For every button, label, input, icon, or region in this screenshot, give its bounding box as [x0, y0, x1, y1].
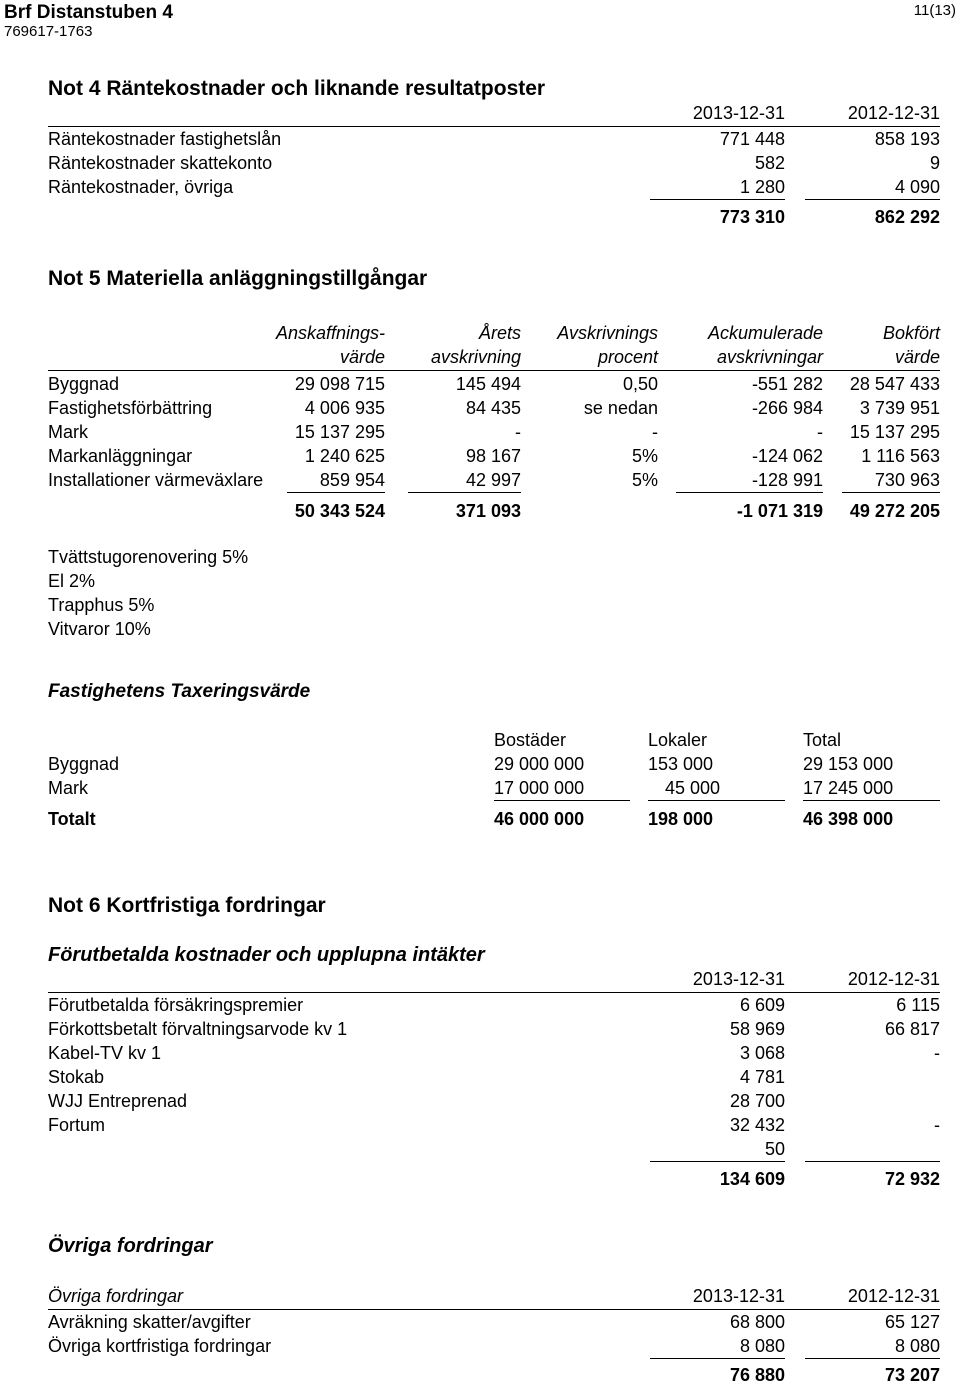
- not5-cell: 98 167: [465, 446, 521, 466]
- not6-sub1-row-current: 32 432: [729, 1115, 785, 1135]
- not6-sub2-row-prior: 8 080: [894, 1336, 940, 1356]
- not5-cell: 730 963: [874, 470, 940, 490]
- not6-sub1-col-current: 2013-12-31: [692, 969, 785, 989]
- company-name: Brf Distanstuben 4: [4, 2, 173, 23]
- not6-sub1-row-current: 3 068: [739, 1043, 785, 1063]
- not5-cell: 84 435: [465, 398, 521, 418]
- not4-row-label: Räntekostnader skattekonto: [48, 153, 273, 173]
- not5-row-label: Byggnad: [48, 374, 120, 394]
- not6-sub1-sum-rule-current: [650, 1161, 785, 1162]
- not5-cell: -124 062: [751, 446, 823, 466]
- not6-sub1-title: Förutbetalda kostnader och upplupna intäkter: [48, 944, 485, 966]
- not5-col-header: Bokfört: [882, 323, 940, 343]
- not5-title: Not 5 Materiella anläggningstillgångar: [48, 267, 428, 290]
- tax-cell: 29 153 000: [803, 754, 894, 774]
- not5-cell: 15 137 295: [294, 422, 385, 442]
- tax-col-header: Total: [803, 730, 842, 750]
- not4-sum-rule-current: [650, 199, 785, 200]
- not6-title: Not 6 Kortfristiga fordringar: [48, 894, 326, 917]
- not5-note: Trapphus 5%: [48, 595, 155, 615]
- not5-cell: -: [817, 422, 823, 442]
- not6-sub1-row-current: 58 969: [729, 1019, 785, 1039]
- not5-cell: 5%: [631, 446, 658, 466]
- not5-note: El 2%: [48, 571, 96, 591]
- not4-row-current: 1 280: [739, 177, 785, 197]
- not6-sub2-sum-rule-prior: [805, 1358, 940, 1359]
- not5-total: -1 071 319: [736, 501, 823, 521]
- tax-cell: 29 000 000: [494, 754, 585, 774]
- not6-sub1-row-label: Förkottsbetalt förvaltningsarvode kv 1: [48, 1019, 348, 1039]
- not6-sub1-row-label: Förutbetalda försäkringspremier: [48, 995, 304, 1015]
- not6-sub1-extra-current: 50: [764, 1139, 785, 1159]
- tax-total: 198 000: [648, 809, 714, 829]
- not4-row-label: Räntekostnader fastighetslån: [48, 129, 282, 149]
- not6-sub2-row-label: Övriga kortfristiga fordringar: [48, 1336, 272, 1356]
- not6-sub1-row-label: WJJ Entreprenad: [48, 1091, 188, 1111]
- not5-cell: 145 494: [455, 374, 521, 394]
- not6-sub2-sum-rule-current: [650, 1358, 785, 1359]
- not4-total-prior: 862 292: [874, 207, 940, 227]
- not6-sub1-row-current: 28 700: [729, 1091, 785, 1111]
- tax-sum-rule: [494, 800, 630, 801]
- not4-total-current: 773 310: [719, 207, 785, 227]
- not6-sub2-row-current: 68 800: [729, 1312, 785, 1332]
- tax-sum-rule: [648, 800, 785, 801]
- not5-cell: 1 116 563: [861, 446, 940, 466]
- not5-col-header: Avskrivnings: [557, 323, 658, 343]
- not4-header-rule: [48, 126, 940, 127]
- not6-sub2-row-label: Avräkning skatter/avgifter: [48, 1312, 251, 1332]
- tax-total: 46 000 000: [494, 809, 585, 829]
- not5-sum-rule: [842, 492, 940, 493]
- not4-row-prior: 4 090: [894, 177, 940, 197]
- not4-row-prior: 9: [929, 153, 940, 173]
- not5-row-label: Fastighetsförbättring: [48, 398, 213, 418]
- not5-cell: 5%: [631, 470, 658, 490]
- not5-cell: 0,50: [622, 374, 658, 394]
- not6-sub2-title: Övriga fordringar: [48, 1235, 213, 1257]
- not6-sub1-row-prior: -: [934, 1115, 940, 1135]
- not5-cell: 859 954: [319, 470, 385, 490]
- not6-sub2-total-current: 76 880: [729, 1365, 785, 1385]
- not5-row-label: Mark: [48, 422, 88, 442]
- page-number: 11(13): [913, 2, 956, 19]
- tax-cell: 17 000 000: [494, 778, 585, 798]
- tax-cell: 45 000: [665, 778, 721, 798]
- not5-cell: 4 006 935: [304, 398, 385, 418]
- not6-sub2-row-prior: 65 127: [884, 1312, 940, 1332]
- tax-col-header: Lokaler: [648, 730, 708, 750]
- not5-col-header: avskrivningar: [716, 347, 823, 367]
- not5-header-rule: [48, 370, 940, 371]
- not6-sub2-total-prior: 73 207: [884, 1365, 940, 1385]
- not5-cell: 42 997: [465, 470, 521, 490]
- not4-row-current: 771 448: [719, 129, 785, 149]
- not5-cell: -: [652, 422, 658, 442]
- tax-cell: 153 000: [648, 754, 714, 774]
- not5-total: 371 093: [455, 501, 521, 521]
- tax-row-label: Mark: [48, 778, 88, 798]
- not4-row-label: Räntekostnader, övriga: [48, 177, 234, 197]
- not4-row-current: 582: [754, 153, 785, 173]
- not5-total: 49 272 205: [849, 501, 940, 521]
- not4-col-current: 2013-12-31: [692, 103, 785, 123]
- not6-sub1-row-current: 4 781: [739, 1067, 785, 1087]
- not5-cell: 3 739 951: [859, 398, 940, 418]
- not6-sub1-col-prior: 2012-12-31: [847, 969, 940, 989]
- not5-sum-rule: [408, 492, 521, 493]
- not4-row-prior: 858 193: [874, 129, 940, 149]
- not5-col-header: värde: [339, 347, 385, 367]
- not5-col-header: Ackumulerade: [707, 323, 823, 343]
- not4-sum-rule-prior: [805, 199, 940, 200]
- org-number: 769617-1763: [4, 23, 93, 40]
- tax-cell: 17 245 000: [803, 778, 894, 798]
- not6-sub1-row-prior: 6 115: [896, 995, 940, 1015]
- not6-sub1-row-prior: -: [934, 1043, 940, 1063]
- not6-sub1-total-current: 134 609: [719, 1169, 785, 1189]
- not6-sub2-header-rule: [48, 1309, 940, 1310]
- not4-col-prior: 2012-12-31: [847, 103, 940, 123]
- not6-sub1-row-label: Kabel-TV kv 1: [48, 1043, 162, 1063]
- not4-title: Not 4 Räntekostnader och liknande resultatposter: [48, 77, 546, 100]
- not5-cell: 1 240 625: [304, 446, 385, 466]
- not6-sub1-total-prior: 72 932: [884, 1169, 940, 1189]
- not5-cell: -266 984: [751, 398, 823, 418]
- not5-cell: 15 137 295: [849, 422, 940, 442]
- not5-cell: -: [515, 422, 521, 442]
- not6-sub1-row-current: 6 609: [739, 995, 785, 1015]
- not5-cell: -128 991: [751, 470, 823, 490]
- not5-col-header: Anskaffnings-: [275, 323, 385, 343]
- not6-sub2-col-prior: 2012-12-31: [847, 1286, 940, 1306]
- not5-row-label: Installationer värmeväxlare: [48, 470, 264, 490]
- not5-sum-rule: [676, 492, 823, 493]
- not6-sub1-header-rule: [48, 992, 940, 993]
- not5-cell: -551 282: [751, 374, 823, 394]
- not6-sub1-row-label: Stokab: [48, 1067, 105, 1087]
- not5-col-header: Årets: [478, 323, 521, 343]
- tax-col-header: Bostäder: [494, 730, 567, 750]
- not5-note: Vitvaror 10%: [48, 619, 151, 639]
- tax-total: 46 398 000: [803, 809, 894, 829]
- tax-total-label: Totalt: [48, 809, 96, 829]
- not6-sub2-header-label: Övriga fordringar: [48, 1286, 184, 1306]
- not6-sub1-row-label: Fortum: [48, 1115, 106, 1135]
- not6-sub1-sum-rule-prior: [805, 1161, 940, 1162]
- not5-row-label: Markanläggningar: [48, 446, 193, 466]
- tax-title: Fastighetens Taxeringsvärde: [48, 681, 311, 702]
- not5-col-header: värde: [894, 347, 940, 367]
- not5-cell: se nedan: [583, 398, 658, 418]
- not6-sub2-col-current: 2013-12-31: [692, 1286, 785, 1306]
- not5-total: 50 343 524: [294, 501, 385, 521]
- not5-sum-rule: [287, 492, 385, 493]
- not5-cell: 29 098 715: [294, 374, 385, 394]
- not5-cell: 28 547 433: [849, 374, 940, 394]
- not6-sub2-row-current: 8 080: [739, 1336, 785, 1356]
- not5-col-header: avskrivning: [430, 347, 521, 367]
- not5-note: Tvättstugorenovering 5%: [48, 547, 249, 567]
- not5-col-header: procent: [597, 347, 658, 367]
- tax-row-label: Byggnad: [48, 754, 120, 774]
- not6-sub1-row-prior: 66 817: [884, 1019, 940, 1039]
- tax-sum-rule: [803, 800, 940, 801]
